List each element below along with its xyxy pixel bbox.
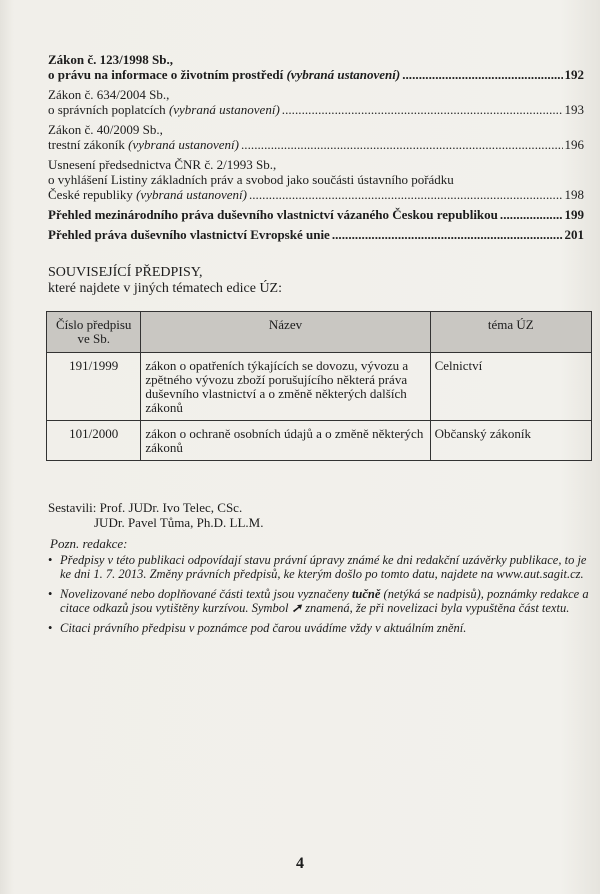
regulation-name: zákon o ochraně osobních údajů a o změně některých zákonů xyxy=(141,421,430,461)
toc-entry-note: (vybraná ustanovení) xyxy=(286,67,401,82)
toc-entry xyxy=(48,87,584,117)
toc-entry xyxy=(48,207,584,222)
toc-entry-note: (vybraná ustanovení) xyxy=(128,137,239,152)
column-header-topic: téma ÚZ xyxy=(430,312,591,353)
table-header-row xyxy=(47,312,592,353)
bold-marker-example: tučně xyxy=(351,587,381,601)
toc-entry-note: (vybraná ustanovení) xyxy=(168,102,280,117)
toc-entry-note: (vybraná ustanovení) xyxy=(136,187,247,202)
toc-entry-title: Zákon č. 634/2004 Sb., xyxy=(48,87,170,102)
toc-entry-text: České republiky xyxy=(48,187,137,202)
toc-page-number: 201 xyxy=(564,227,584,242)
regulation-topic: Občanský zákoník xyxy=(430,421,591,461)
table-of-contents xyxy=(48,52,584,247)
author-name: JUDr. Pavel Tůma, Ph.D. LL.M. xyxy=(94,515,264,530)
toc-entry xyxy=(48,122,584,152)
toc-leader-dots xyxy=(332,227,563,242)
related-regulations-table xyxy=(46,311,592,461)
table-row xyxy=(47,421,592,461)
toc-page-number: 196 xyxy=(564,137,584,152)
editorial-note: • Předpisy v této publikaci odpovídají stavu právní úpravy známé ke dni redakční uzávěrky publikace, to je ke dni 1. 7. 2013. Změny právních předpisů, ke kterým došlo po tomto datu, najdete na www.aut.sagit.cz. xyxy=(50,553,590,581)
editorial-notes-title: Pozn. redakce: xyxy=(50,536,128,551)
toc-entry-title: Usnesení předsednictva ČNR č. 2/1993 Sb., xyxy=(48,157,277,172)
toc-leader-dots xyxy=(402,67,562,82)
toc-entry-text: o právu na informace o životním prostředí xyxy=(48,67,287,82)
table-row xyxy=(47,353,592,421)
editorial-note: • Citaci právního předpisu v poznámce pod čarou uvádíme vždy v aktuálním znění. xyxy=(50,621,590,635)
toc-entry-text: Přehled mezinárodního práva duševního vlastnictví vázaného Českou republikou xyxy=(48,207,498,222)
toc-entry-subtitle: o vyhlášení Listiny základních práv a svobod jako součásti ústavního pořádku xyxy=(48,172,454,187)
related-title: SOUVISEJÍCÍ PŘEDPISY, xyxy=(48,265,203,280)
related-subtitle: které najdete v jiných tématech edice ÚZ: xyxy=(48,281,283,296)
toc-leader-dots xyxy=(241,137,563,152)
column-header-name: Název xyxy=(141,312,430,353)
toc-entry-title: Zákon č. 40/2009 Sb., xyxy=(48,122,163,137)
regulation-number: 101/2000 xyxy=(47,421,141,461)
toc-page-number: 193 xyxy=(564,102,584,117)
toc-entry xyxy=(48,157,584,202)
toc-entry-text: trestní zákoník xyxy=(48,137,129,152)
toc-entry-title: Zákon č. 123/1998 Sb., xyxy=(48,52,173,67)
regulation-topic: Celnictví xyxy=(430,353,591,421)
author-name: Prof. JUDr. Ivo Telec, CSc. xyxy=(99,500,243,515)
toc-entry-text: Přehled práva duševního vlastnictví Evropské unie xyxy=(48,227,330,242)
toc-leader-dots xyxy=(500,207,563,222)
regulation-number: 191/1999 xyxy=(47,353,141,421)
toc-leader-dots xyxy=(282,102,563,117)
regulation-name: zákon o opatřeních týkajících se dovozu, vývozu a zpětného vývozu zboží porušujícího některá práva duševního vlastnictví a o změně některých dalších zákonů xyxy=(141,353,430,421)
compiled-label: Sestavili: xyxy=(48,500,97,515)
toc-leader-dots xyxy=(249,187,563,202)
toc-entry xyxy=(48,227,584,242)
compiled-by xyxy=(48,500,263,530)
page-number: 4 xyxy=(296,855,304,872)
toc-page-number: 192 xyxy=(564,67,584,82)
column-header-number: Číslo předpisu ve Sb. xyxy=(47,312,141,353)
toc-entry xyxy=(48,52,584,82)
toc-page-number: 198 xyxy=(564,187,584,202)
toc-entry-text: o správních poplatcích xyxy=(48,102,169,117)
editorial-notes xyxy=(50,553,590,641)
editorial-note: • Novelizované nebo doplňované části textů jsou vyznačeny tučně (netýká se nadpisů), poznámky redakce a citace odkazů jsou vytištěny kurzívou. Symbol ➚ znamená, že při novelizaci byla vypuštěna část textu. xyxy=(50,587,590,615)
omission-arrow-icon: ➚ xyxy=(291,601,303,615)
toc-page-number: 199 xyxy=(564,207,584,222)
related-regulations-heading xyxy=(48,265,282,297)
